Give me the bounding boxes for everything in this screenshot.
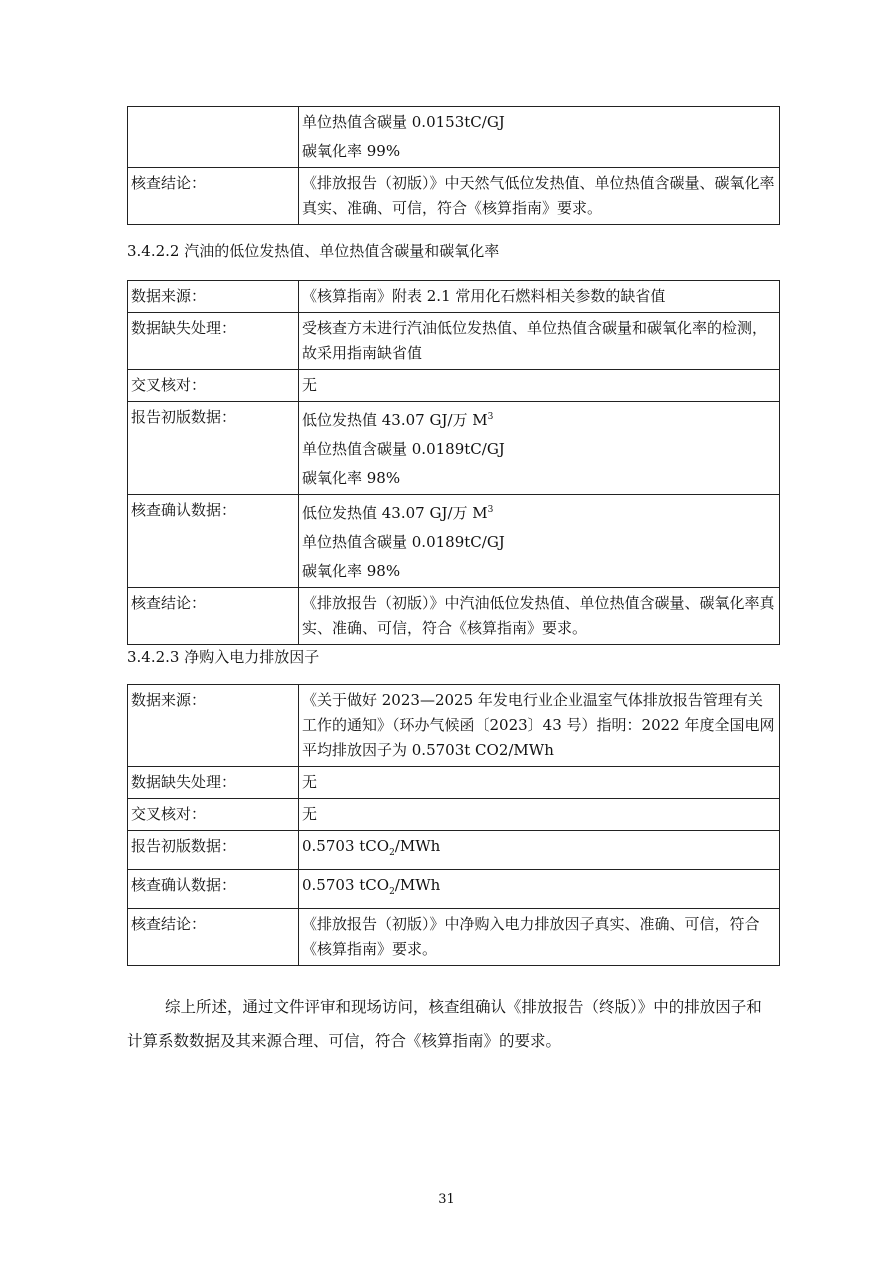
table-row <box>128 909 780 966</box>
table-cell-value <box>299 495 780 588</box>
conclusion-text: 《排放报告（初版）》中天然气低位发热值、单位热值含碳量、碳氧化率真实、准确、可信，符合《核算指南》要求。 <box>302 174 775 217</box>
section-heading-electricity: 3.4.2.3 净购入电力排放因子 <box>127 648 320 666</box>
table-cell-key: 核查结论： <box>128 588 299 645</box>
table-cell-value <box>299 168 780 225</box>
gasoline-params-table <box>127 280 780 645</box>
table-cell-key: 数据缺失处理： <box>128 767 299 799</box>
factor-unit: /MWh <box>394 876 441 894</box>
table-row <box>128 168 780 225</box>
table-cell-key: 报告初版数据： <box>128 402 299 495</box>
table-cell-key: 数据来源： <box>128 281 299 313</box>
electricity-factor-table <box>127 684 780 966</box>
factor-value: 0.5703 tCO <box>302 837 390 855</box>
table-cell-key: 核查确认数据： <box>128 495 299 588</box>
table-cell-value <box>299 402 780 495</box>
table-cell-key: 数据缺失处理： <box>128 313 299 370</box>
table-row <box>128 685 780 767</box>
table-cell-value: 无 <box>299 767 780 799</box>
factor-unit: /MWh <box>394 837 441 855</box>
subscript: 2 <box>389 848 395 858</box>
table-row <box>128 495 780 588</box>
table-row <box>128 313 780 370</box>
conclusion-text: 《排放报告（初版）》中汽油低位发热值、单位热值含碳量、碳氧化率真实、准确、可信，符合《核算指南》要求。 <box>302 594 775 637</box>
table-cell-value: 无 <box>299 799 780 831</box>
oxidation-rate-line: 碳氧化率 99% <box>302 142 401 160</box>
source-text: 《关于做好 2023—2025 年发电行业企业温室气体排放报告管理有关工作的通知》（环办气候函〔2023〕43 号）指明：2022 年度全国电网平均排放因子为 0.5703t CO2/MWh <box>302 691 775 759</box>
heating-value-text: 低位发热值 43.07 GJ/万 M <box>302 504 488 522</box>
table-cell-key: 数据来源： <box>128 685 299 767</box>
table-cell-key: 报告初版数据： <box>128 831 299 870</box>
missing-handling-text: 受核查方未进行汽油低位发热值、单位热值含碳量和碳氧化率的检测，故采用指南缺省值 <box>302 319 768 362</box>
table-cell-value <box>299 909 780 966</box>
table-cell-key: 核查结论： <box>128 909 299 966</box>
factor-value: 0.5703 tCO <box>302 876 390 894</box>
page-number: 31 <box>438 1192 455 1207</box>
table-row <box>128 831 780 870</box>
table-cell-value <box>299 831 780 870</box>
superscript: 3 <box>487 412 494 422</box>
table-cell-value <box>299 588 780 645</box>
table-row <box>128 799 780 831</box>
table-cell-value <box>299 870 780 909</box>
oxidation-rate-line: 碳氧化率 98% <box>302 469 401 487</box>
table-cell-key: 交叉核对： <box>128 370 299 402</box>
table-row <box>128 370 780 402</box>
heating-value-line <box>302 496 776 528</box>
table-row <box>128 402 780 495</box>
table-cell-key: 核查确认数据： <box>128 870 299 909</box>
table-cell-value <box>299 107 780 168</box>
table-row <box>128 870 780 909</box>
table-cell-key: 交叉核对： <box>128 799 299 831</box>
table-cell-value: 《核算指南》附表 2.1 常用化石燃料相关参数的缺省值 <box>299 281 780 313</box>
carbon-content-line: 单位热值含碳量 0.0189tC/GJ <box>302 440 505 458</box>
table-row <box>128 281 780 313</box>
table-cell-value <box>299 685 780 767</box>
table-cell-key <box>128 107 299 168</box>
table-cell-value: 无 <box>299 370 780 402</box>
summary-paragraph: 综上所述，通过文件评审和现场访问，核查组确认《排放报告（终版）》中的排放因子和计算系数数据及其来源合理、可信，符合《核算指南》的要求。 <box>127 998 762 1050</box>
table-cell-value <box>299 313 780 370</box>
table-row <box>128 767 780 799</box>
table-row <box>128 588 780 645</box>
conclusion-text: 《排放报告（初版）》中净购入电力排放因子真实、准确、可信，符合《核算指南》要求。 <box>302 915 760 958</box>
oxidation-rate-line: 碳氧化率 98% <box>302 562 401 580</box>
heating-value-line <box>302 403 776 435</box>
subscript: 2 <box>389 887 395 897</box>
table-row <box>128 107 780 168</box>
carbon-content-line: 单位热值含碳量 0.0189tC/GJ <box>302 533 505 551</box>
heating-value-text: 低位发热值 43.07 GJ/万 M <box>302 411 488 429</box>
section-heading-gasoline: 3.4.2.2 汽油的低位发热值、单位热值含碳量和碳氧化率 <box>127 242 500 260</box>
superscript: 3 <box>487 505 494 515</box>
natural-gas-params-table <box>127 106 780 225</box>
carbon-content-line: 单位热值含碳量 0.0153tC/GJ <box>302 113 505 131</box>
table-cell-key: 核查结论： <box>128 168 299 225</box>
